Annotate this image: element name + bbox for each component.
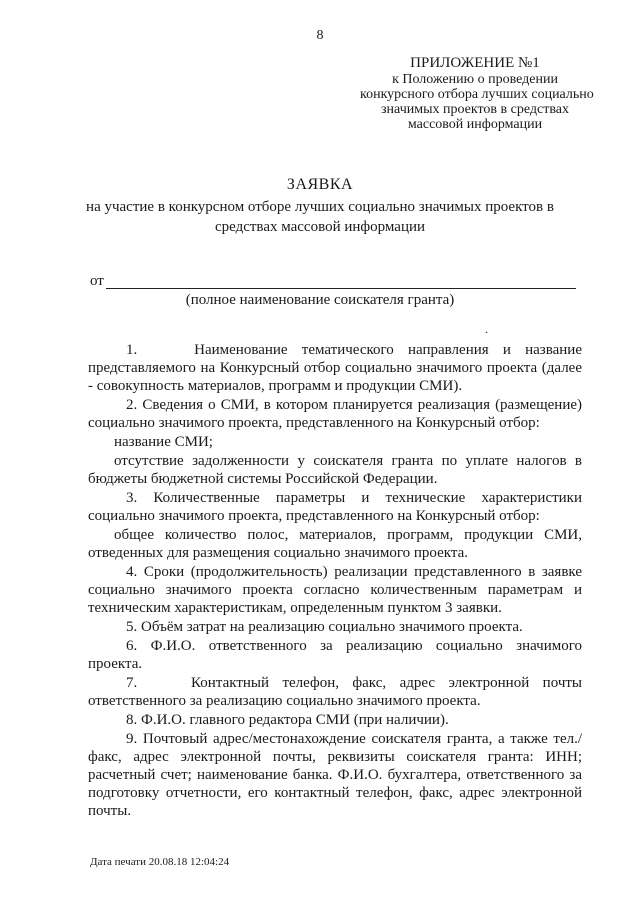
list-item: отсутствие задолженности у соискателя гранта по уплате налогов в бюджеты бюджетной системы Российской Федерации. xyxy=(88,453,582,487)
applicant-name-line xyxy=(106,288,576,289)
list-item: 2. Сведения о СМИ, в котором планируется реализация (размещение) социально значимого проекта, представленного на Конкурсный отбор: xyxy=(88,397,582,431)
appendix-line: конкурсного отбора лучших социально xyxy=(360,87,594,102)
appendix-line: массовой информации xyxy=(407,117,543,132)
applicant-caption: (полное наименование соискателя гранта) xyxy=(185,292,455,308)
subtitle-line-1: на участие в конкурсном отборе лучших социально значимых проектов в xyxy=(86,199,554,215)
appendix-line: к Положению о проведении xyxy=(392,72,558,87)
document-title: ЗАЯВКА xyxy=(286,176,354,193)
list-item: 7. Контактный телефон, факс, адрес электронной почты ответственного за реализацию социально значимого проекта. xyxy=(88,675,582,709)
document-subtitle xyxy=(0,197,640,237)
appendix-title: ПРИЛОЖЕНИЕ №1 xyxy=(410,55,540,71)
list-item: 5. Объём затрат на реализацию социально значимого проекта. xyxy=(126,619,523,635)
items-list xyxy=(88,341,582,821)
list-item: общее количество полос, материалов, программ, продукции СМИ, отведенных для размещения социально значимого проекта. xyxy=(88,527,582,561)
list-item: 8. Ф.И.О. главного редактора СМИ (при наличии). xyxy=(126,712,449,728)
list-item: 9. Почтовый адрес/местонахождение соискателя гранта, а также тел./факс, адрес электронной почты, реквизиты соискателя гранта: ИНН; расчетный счет; наименование банка. Ф.И.О. бухгалтера, ответственного за подготовку отчетности, его контактный телефон, факс, адрес электронной почты. xyxy=(88,731,582,819)
page-number: 8 xyxy=(316,28,324,43)
from-label: от xyxy=(90,273,104,289)
appendix-line: значимых проектов в средствах xyxy=(381,102,569,117)
subtitle-line-2: средствах массовой информации xyxy=(214,219,426,235)
list-item: 4. Сроки (продолжительность) реализации представленного в заявке социально значимого проекта согласно количественным параметрам и техническим характеристикам, определенным пунктом 3 заявки. xyxy=(88,564,582,616)
list-item: 3. Количественные параметры и технические характеристики социально значимого проекта, представленного на Конкурсный отбор: xyxy=(88,490,582,524)
list-item: название СМИ; xyxy=(114,434,213,450)
list-item: 6. Ф.И.О. ответственного за реализацию социально значимого проекта. xyxy=(88,638,582,672)
stray-mark: . xyxy=(485,322,488,336)
appendix-block xyxy=(360,55,594,132)
list-item: 1. Наименование тематического направления и название представляемого на Конкурсный отбор социально значимого проекта (далее - совокупность материалов, программ и продукции СМИ). xyxy=(88,342,582,394)
print-date: Дата печати 20.08.18 12:04:24 xyxy=(90,856,230,868)
